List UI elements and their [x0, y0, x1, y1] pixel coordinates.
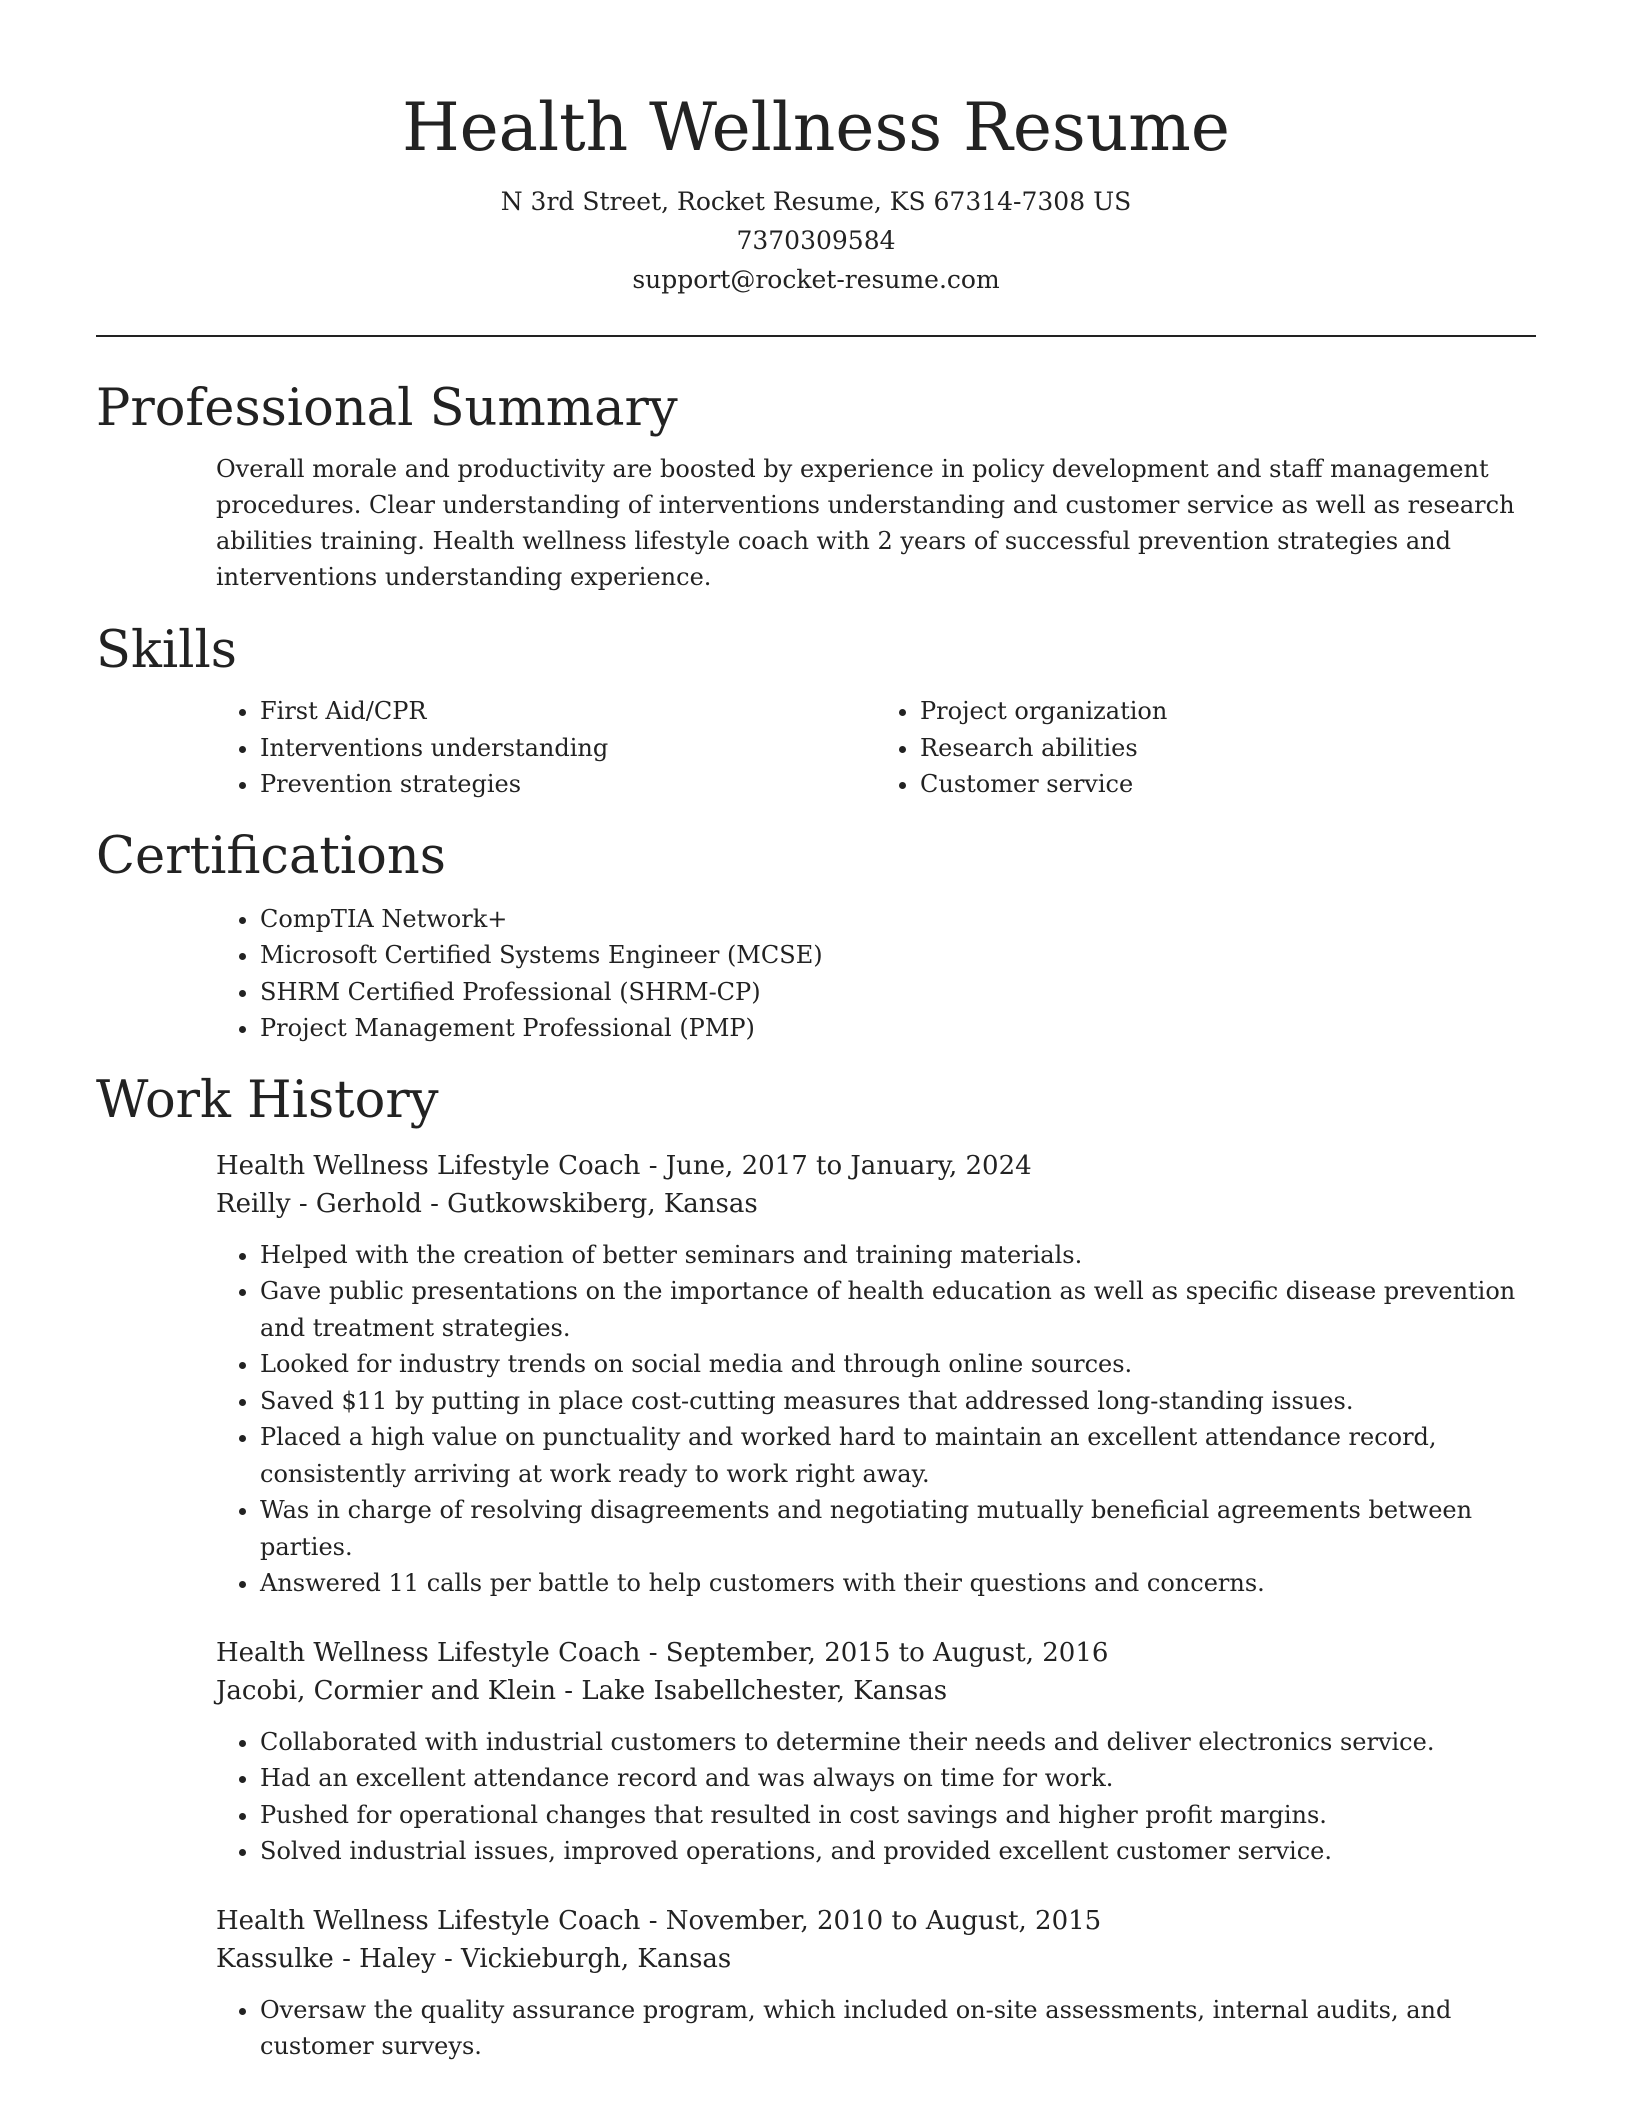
list-item: • Saved $11 by putting in place cost-cutting measures that addressed long-standing issues.	[260, 1383, 1536, 1420]
job-dates: - September, 2015 to August, 2016	[640, 1637, 1109, 1668]
list-item: • Was in charge of resolving disagreements and negotiating mutually beneficial agreements between parties.	[260, 1492, 1536, 1565]
section-title-skills: Skills	[96, 621, 237, 680]
list-item: • CompTIA Network+	[260, 901, 1536, 938]
job-dates: - June, 2017 to January, 2024	[640, 1150, 1032, 1181]
skills-list-left	[216, 693, 876, 803]
job-company-line	[216, 1185, 1536, 1223]
job-company: Kassulke - Haley	[216, 1943, 436, 1974]
job-bullets	[216, 1237, 1536, 1602]
job-company-line	[216, 1672, 1536, 1710]
contact-phone: 7370309584	[736, 226, 896, 255]
list-item: • Customer service	[920, 766, 1536, 803]
job-entry	[216, 1147, 1536, 1602]
list-item: • Prevention strategies	[260, 766, 876, 803]
list-item: • Answered 11 calls per battle to help customers with their questions and concerns.	[260, 1565, 1536, 1602]
summary-text: Overall morale and productivity are boosted by experience in policy development and staff management procedures. Clear understanding of interventions understanding and customer service as well as research abilities training. Health wellness lifestyle coach with 2 years of successful prevention strategies and interventions understanding experience.	[216, 455, 1515, 591]
job-title-line	[216, 1902, 1536, 1940]
section-title-certifications: Certifications	[96, 826, 446, 886]
skills-list-right	[876, 693, 1536, 803]
list-item: • Interventions understanding	[260, 730, 876, 767]
job-company-line	[216, 1940, 1536, 1978]
job-company: Jacobi, Cormier and Klein	[216, 1675, 556, 1706]
list-item: • First Aid/CPR	[260, 693, 876, 730]
list-item: • Pushed for operational changes that resulted in cost savings and higher profit margins.	[260, 1797, 1536, 1834]
job-title: Health Wellness Lifestyle Coach	[216, 1905, 641, 1936]
list-item: • Project Management Professional (PMP)	[260, 1010, 1536, 1047]
list-item: • Oversaw the quality assurance program, which included on-site assessments, internal audits, and customer surveys.	[260, 1992, 1536, 2065]
list-item: • Research abilities	[920, 730, 1536, 767]
job-title: Health Wellness Lifestyle Coach	[216, 1637, 641, 1668]
certifications-body	[216, 901, 1536, 1047]
job-title-line	[216, 1634, 1536, 1672]
list-item: • Looked for industry trends on social media and through online sources.	[260, 1346, 1536, 1383]
certifications-list	[216, 901, 1536, 1047]
job-entry	[216, 1634, 1536, 1870]
list-item: • Had an excellent attendance record and was always on time for work.	[260, 1760, 1536, 1797]
skills-grid	[216, 693, 1536, 803]
job-title: Health Wellness Lifestyle Coach	[216, 1150, 641, 1181]
list-item: • Helped with the creation of better seminars and training materials.	[260, 1237, 1536, 1274]
resume-page	[96, 0, 1536, 2065]
section-title-work-history: Work History	[96, 1070, 439, 1130]
job-entry	[216, 1902, 1536, 2065]
header-divider	[96, 335, 1536, 337]
job-location: - Vickieburgh, Kansas	[435, 1943, 732, 1974]
resume-name: Health Wellness Resume	[402, 89, 1230, 166]
job-title-line	[216, 1147, 1536, 1185]
contact-address: N 3rd Street, Rocket Resume, KS 67314-7308 US	[500, 187, 1132, 216]
contact-email: support@rocket-resume.com	[632, 265, 1000, 294]
list-item: • Collaborated with industrial customers to determine their needs and deliver electronics service.	[260, 1724, 1536, 1761]
contact-block	[96, 182, 1536, 299]
job-company: Reilly - Gerhold	[216, 1188, 422, 1219]
job-dates: - November, 2010 to August, 2015	[640, 1905, 1102, 1936]
job-location: - Gutkowskiberg, Kansas	[421, 1188, 758, 1219]
job-bullets	[216, 1992, 1536, 2065]
list-item: • SHRM Certified Professional (SHRM-CP)	[260, 974, 1536, 1011]
list-item: • Project organization	[920, 693, 1536, 730]
list-item: • Placed a high value on punctuality and worked hard to maintain an excellent attendance record, consistently arriving at work ready to work right away.	[260, 1419, 1536, 1492]
job-location: - Lake Isabellchester, Kansas	[556, 1675, 948, 1706]
list-item: • Gave public presentations on the importance of health education as well as specific disease prevention and treatment strategies.	[260, 1273, 1536, 1346]
list-item: • Solved industrial issues, improved operations, and provided excellent customer service.	[260, 1833, 1536, 1870]
section-title-summary: Professional Summary	[96, 379, 678, 438]
resume-header	[96, 0, 1536, 299]
job-bullets	[216, 1724, 1536, 1870]
summary-body	[216, 451, 1536, 595]
list-item: • Microsoft Certified Systems Engineer (MCSE)	[260, 937, 1536, 974]
